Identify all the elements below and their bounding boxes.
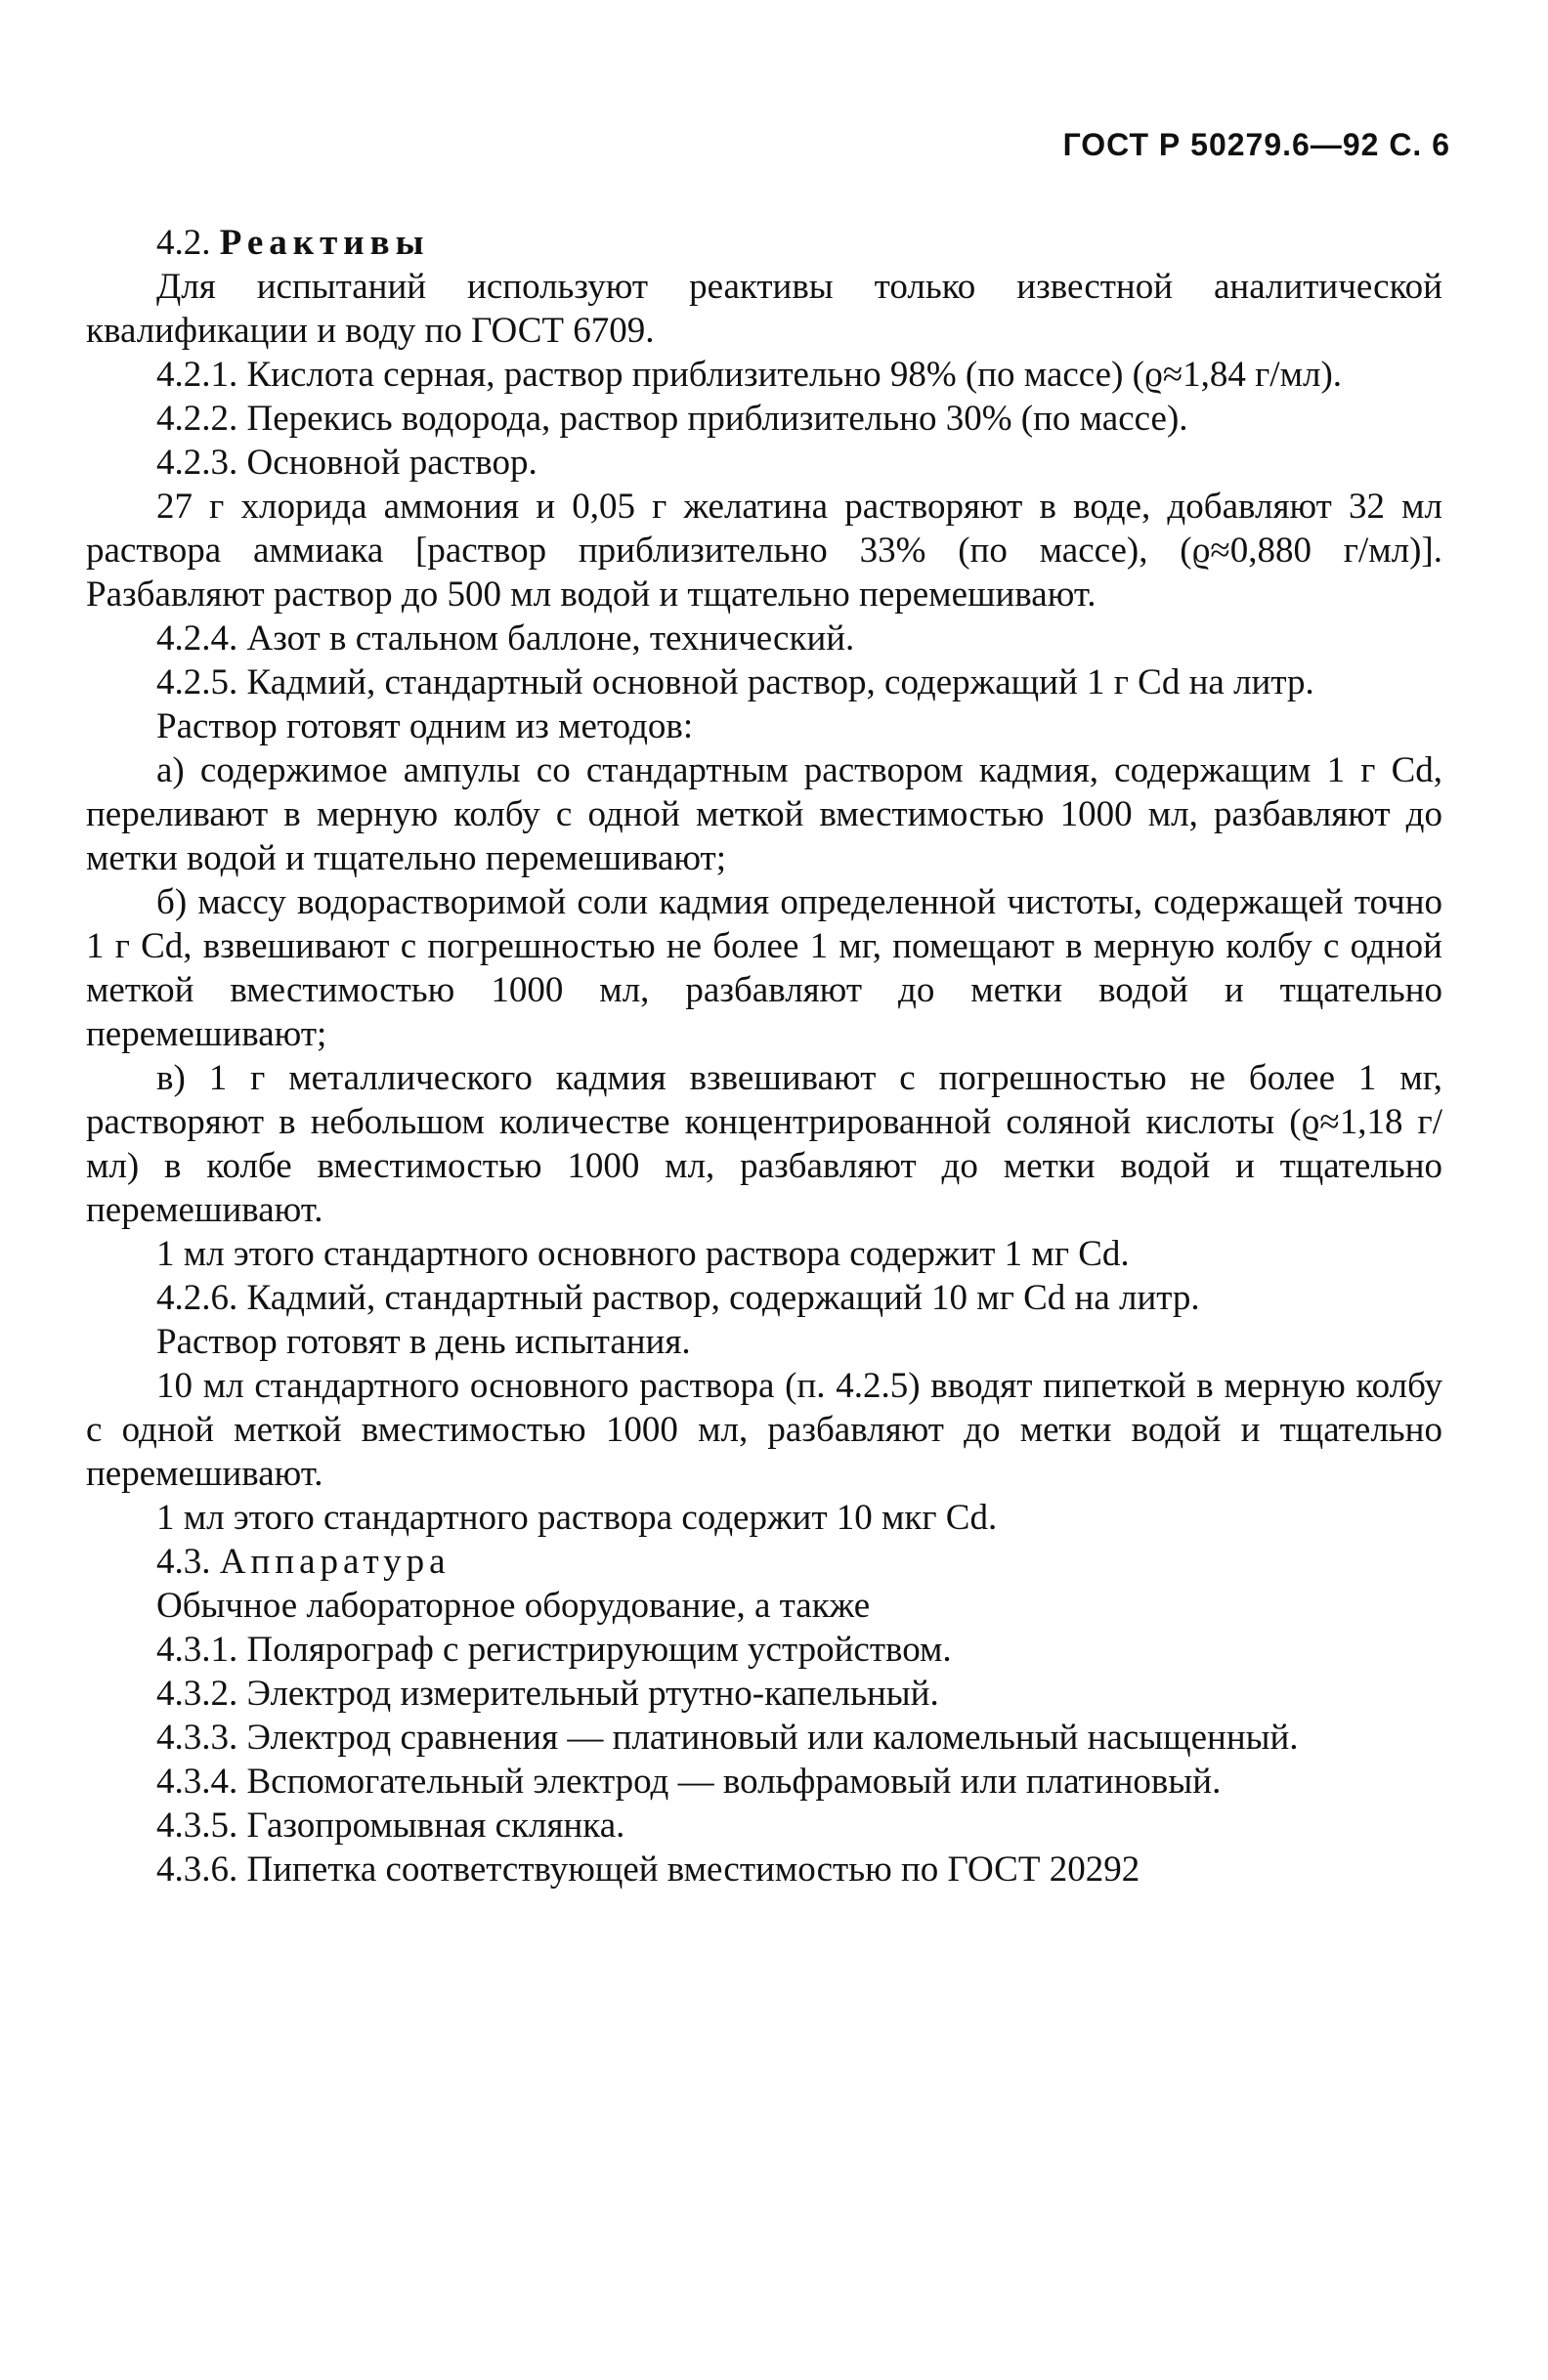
paragraph-4-2-3-text: 27 г хлорида аммония и 0,05 г желатина растворяют в воде, добавляют 32 мл раствора аммиака [раствор приблизительно 33% (по массе), (ϱ≈0,880 г/мл)]. Разбавляют раствор до 500 мл водой и тщательно перемешивают. [86,487,1442,615]
paragraph-4-3-1: 4.3.1. Полярограф с регистрирующим устройством. [156,1630,952,1670]
paragraph-4-2-4: 4.2.4. Азот в стальном баллоне, технический. [156,618,855,659]
paragraph-prepare-day: Раствор готовят в день испытания. [156,1322,691,1362]
section-4-2-title: Реактивы [219,223,430,263]
paragraph-4-3-5: 4.3.5. Газопромывная склянка. [156,1806,625,1846]
paragraph-4-2-2: 4.2.2. Перекись водорода, раствор приблизительно 30% (по массе). [156,399,1188,439]
paragraph-4-2-3: 4.2.3. Основной раствор. [156,443,538,483]
paragraph-4-3-2: 4.3.2. Электрод измерительный ртутно-капельный. [156,1674,939,1714]
paragraph-4-3-6: 4.3.6. Пипетка соответствующей вместимостью по ГОСТ 20292 [156,1849,1140,1890]
paragraph-1ml-stock: 1 мл этого стандартного основного раствора содержит 1 мг Cd. [156,1234,1130,1274]
paragraph-4-2-1: 4.2.1. Кислота серная, раствор приблизительно 98% (по массе) (ϱ≈1,84 г/мл). [156,355,1343,395]
section-4-3-heading [86,1540,1442,1584]
section-4-2-heading [86,221,1442,265]
paragraph-4-3-3: 4.3.3. Электрод сравнения — платиновый или каломельный насыщенный. [156,1718,1299,1758]
paragraph-4-3-4: 4.3.4. Вспомогательный электрод — вольфрамовый или платиновый. [156,1762,1222,1802]
paragraph-method-b: б) массу водорастворимой соли кадмия определенной чистоты, содержащей точно 1 г Cd, взвешивают с погрешностью не более 1 мг, помещают в мерную колбу с одной меткой вместимостью 1000 мл, разбавляют до метки водой и тщательно перемешивают; [86,882,1442,1054]
page-header: ГОСТ Р 50279.6—92 С. 6 [1062,127,1450,162]
section-4-3-number: 4.3. [156,1542,211,1582]
paragraph-methods: Раствор готовят одним из методов: [156,706,694,746]
paragraph-equipment-intro: Обычное лабораторное оборудование, а также [156,1586,871,1626]
paragraph-method-a: а) содержимое ампулы со стандартным раствором кадмия, содержащим 1 г Cd, переливают в мерную колбу с одной меткой вместимостью 1000 мл, разбавляют до метки водой и тщательно перемешивают; [86,750,1442,878]
section-4-2-number: 4.2. [156,223,211,263]
paragraph-reagents-intro: Для испытаний используют реактивы только известной аналитической квалификации и воду по ГОСТ 6709. [86,267,1442,351]
paragraph-4-2-6: 4.2.6. Кадмий, стандартный раствор, содержащий 10 мг Cd на литр. [156,1278,1200,1318]
document-body [86,221,1442,1891]
section-4-3-title: Аппаратура [219,1542,451,1582]
paragraph-method-v: в) 1 г металлического кадмия взвешивают с погрешностью не более 1 мг, растворяют в небольшом количестве концентрированной соляной кислоты (ϱ≈1,18 г/мл) в колбе вместимостью 1000 мл, разбавляют до метки водой и тщательно перемешивают. [86,1058,1442,1230]
paragraph-10ml: 10 мл стандартного основного раствора (п. 4.2.5) вводят пипеткой в мерную колбу с одной меткой вместимостью 1000 мл, разбавляют до метки водой и тщательно перемешивают. [86,1366,1442,1494]
paragraph-4-2-5: 4.2.5. Кадмий, стандартный основной раствор, содержащий 1 г Cd на литр. [156,662,1314,702]
paragraph-1ml-standard: 1 мл этого стандартного раствора содержит 10 мкг Cd. [156,1498,998,1538]
